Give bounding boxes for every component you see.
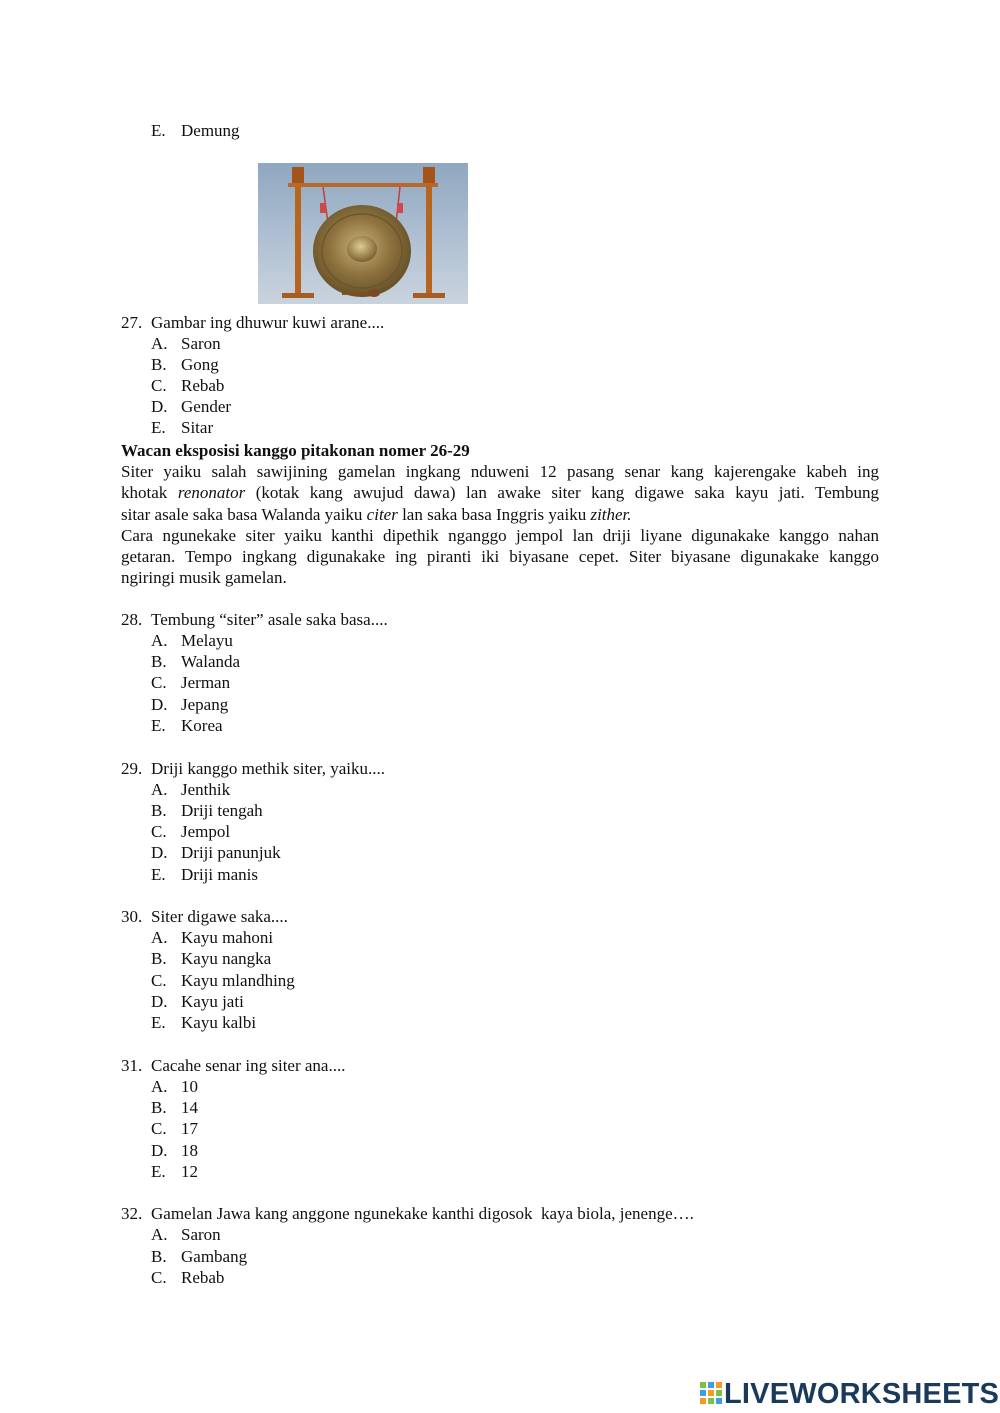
option-letter: D.: [151, 1141, 168, 1160]
text-run: khotak: [121, 483, 178, 503]
option-text: Kayu kalbi: [181, 1013, 257, 1032]
question-text: Siter digawe saka....: [151, 907, 288, 926]
option-letter: A.: [151, 928, 168, 947]
paragraph-line: [121, 546, 879, 567]
paragraph-line: [121, 567, 879, 588]
option-text: 14: [181, 1098, 198, 1117]
text-run: ngiringi musik gamelan.: [121, 568, 287, 588]
option-letter: A.: [151, 1225, 168, 1244]
option-letter: C.: [151, 376, 167, 395]
option-text: 18: [181, 1141, 198, 1160]
liveworksheets-icon: [700, 1382, 722, 1406]
option-text: Gong: [181, 355, 219, 374]
option-text: Kayu nangka: [181, 949, 272, 968]
option-text: Kayu mahoni: [181, 928, 274, 947]
option-letter: E.: [151, 865, 166, 884]
option-text: Saron: [181, 334, 221, 353]
option-letter: B.: [151, 1247, 167, 1266]
option-text: 12: [181, 1162, 198, 1181]
option-letter: D.: [151, 843, 168, 862]
option-text: Demung: [181, 121, 240, 140]
option-letter: E.: [151, 716, 166, 735]
option-text: Kayu mlandhing: [181, 971, 295, 990]
text-run: sitar asale saka basa Walanda yaiku: [121, 504, 367, 524]
option-letter: D.: [151, 397, 168, 416]
option-letter: A.: [151, 1077, 168, 1096]
option-letter: E.: [151, 1162, 166, 1181]
brand-name: LIVEWORKSHEETS: [724, 1377, 1000, 1410]
option-text: Jempol: [181, 822, 231, 841]
option-letter: C.: [151, 822, 167, 841]
question-number: 28.: [121, 610, 143, 629]
question-number: 31.: [121, 1056, 143, 1075]
liveworksheets-logo: [700, 1378, 999, 1410]
option-letter: C.: [151, 1119, 167, 1138]
paragraph-line: [121, 525, 879, 546]
italic-term: citer: [366, 504, 398, 524]
question-text: Tembung “siter” asale saka basa....: [151, 610, 388, 629]
paragraph-line: [121, 482, 879, 503]
option-text: 10: [181, 1077, 198, 1096]
question-number: 29.: [121, 759, 143, 778]
text-run: Cara ngunekake siter yaiku kanthi dipethik nganggo jempol lan driji liyane digunakake kanggo nahan: [121, 525, 879, 545]
option-letter: A.: [151, 780, 168, 799]
option-text: Sitar: [181, 418, 214, 437]
option-text: Jepang: [181, 695, 229, 714]
text-run: lan saka basa Inggris yaiku: [397, 504, 591, 524]
reading-paragraph: [121, 461, 879, 589]
paragraph-line: [121, 504, 879, 525]
question-number: 27.: [121, 313, 143, 332]
option-letter: E.: [151, 418, 166, 437]
option-letter: B.: [151, 801, 167, 820]
option-text: Driji manis: [181, 865, 258, 884]
option-text: Driji tengah: [181, 801, 263, 820]
option-letter: A.: [151, 631, 168, 650]
option-letter: D.: [151, 695, 168, 714]
option-text: Driji panunjuk: [181, 843, 281, 862]
option-text: Walanda: [181, 652, 241, 671]
text-run: (kotak kang awujud dawa) lan awake siter kang digawe saka kayu jati. Tembung: [245, 483, 879, 503]
question-text: Cacahe senar ing siter ana....: [151, 1056, 346, 1075]
option-text: Gender: [181, 397, 232, 416]
option-letter: B.: [151, 1098, 167, 1117]
option-letter: C.: [151, 971, 167, 990]
question-text: Gambar ing dhuwur kuwi arane....: [151, 313, 385, 332]
italic-term: zither.: [590, 504, 632, 524]
gong-image: [258, 163, 468, 304]
option-letter: E.: [151, 121, 166, 140]
option-text: Saron: [181, 1225, 221, 1244]
option-letter: B.: [151, 652, 167, 671]
option-letter: C.: [151, 673, 167, 692]
question-text: Driji kanggo methik siter, yaiku....: [151, 759, 385, 778]
option-letter: D.: [151, 992, 168, 1011]
option-text: Rebab: [181, 1268, 225, 1287]
question-text: Gamelan Jawa kang anggone ngunekake kanthi digosok kaya biola, jenenge….: [151, 1204, 694, 1223]
option-text: Melayu: [181, 631, 233, 650]
reading-heading: Wacan eksposisi kanggo pitakonan nomer 26-29: [121, 441, 470, 460]
text-run: getaran. Tempo ingkang digunakake ing piranti iki biyasane cepet. Siter biyasane digunakake kanggo: [121, 547, 879, 567]
question-number: 32.: [121, 1204, 143, 1223]
text-run: Siter yaiku salah sawijining gamelan ingkang nduweni 12 pasang senar kang kajerengake kabeh ing: [121, 462, 879, 481]
italic-term: renonator: [177, 483, 246, 503]
option-text: Kayu jati: [181, 992, 244, 1011]
option-letter: A.: [151, 334, 168, 353]
option-text: Gambang: [181, 1247, 248, 1266]
option-letter: B.: [151, 355, 167, 374]
option-text: Jerman: [181, 673, 231, 692]
option-text: Rebab: [181, 376, 225, 395]
option-letter: E.: [151, 1013, 166, 1032]
option-letter: C.: [151, 1268, 167, 1287]
option-text: 17: [181, 1119, 198, 1138]
paragraph-line: [121, 461, 879, 482]
question-number: 30.: [121, 907, 143, 926]
gong-illustration: [258, 163, 468, 304]
option-text: Jenthik: [181, 780, 231, 799]
option-letter: B.: [151, 949, 167, 968]
option-text: Korea: [181, 716, 223, 735]
